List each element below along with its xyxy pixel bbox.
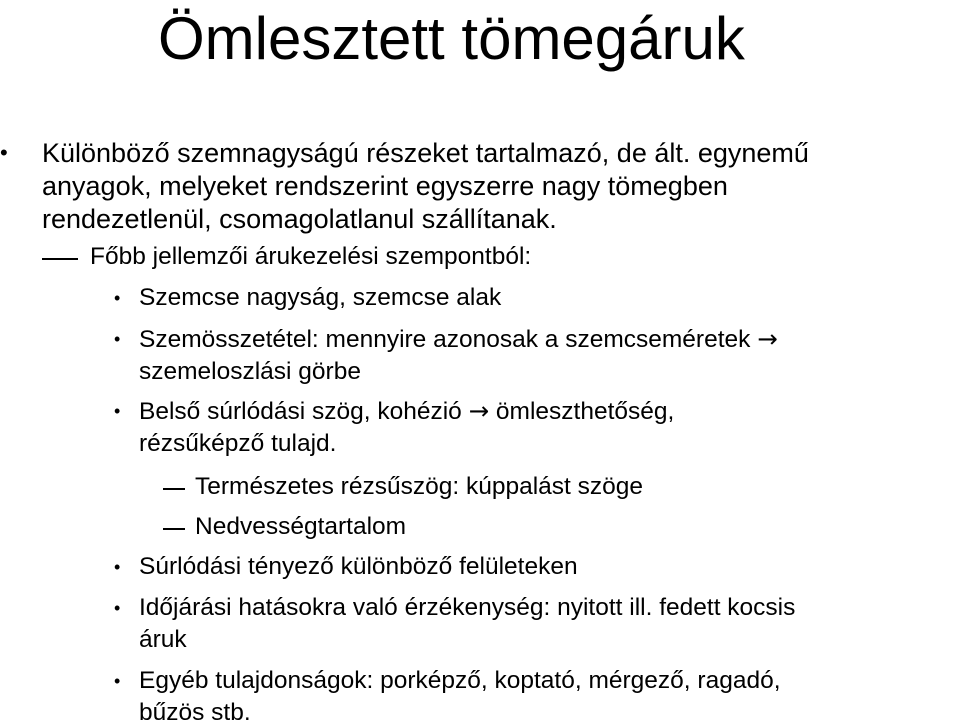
item-friction-text: Belső súrlódási szög, kohézió [139,398,462,425]
item-other: Egyéb tulajdonságok: porképző, koptató, mérgező, ragadó, [139,667,781,694]
item-composition [139,324,778,355]
sub-item-slope: Természetes rézsűszög: kúppalást szöge [195,473,644,500]
intro-line-2: anyagok, melyeket rendszerint egyszerre nagy tömegben [42,171,728,201]
item-other-cont: bűzös stb. [139,699,251,726]
arrow-right-icon: → [757,324,778,353]
intro-line-3: rendezetlenül, csomagolatlanul szállítanak. [42,204,557,234]
dash-icon [42,258,78,260]
bullet-icon: • [114,671,121,691]
arrow-right-icon: → [468,396,490,425]
item-friction-result: ömleszthetőség, [495,398,675,425]
main-heading: Főbb jellemzői árukezelési szempontból: [90,243,532,270]
bullet-icon: • [0,140,8,165]
dash-icon [163,528,185,530]
bullet-icon: • [114,401,121,421]
sub-item-moisture: Nedvességtartalom [195,513,407,540]
item-weather-cont: áruk [139,626,187,653]
bullet-icon: • [114,557,121,577]
bullet-icon: • [114,598,121,618]
bullet-icon: • [114,288,121,308]
item-friction [139,396,674,427]
dash-icon [163,488,185,490]
intro-line-1: Különböző szemnagyságú részeket tartalmazó, de ált. egynemű [42,138,809,168]
item-friction-cont: rézsűképző tulajd. [139,430,337,457]
item-weather: Időjárási hatásokra való érzékenység: nyitott ill. fedett kocsis [139,594,796,621]
item-grain: Szemcse nagyság, szemcse alak [139,284,502,311]
item-composition-text: Szemösszetétel: mennyire azonosak a szemcseméretek [139,326,751,353]
item-composition-cont: szemeloszlási görbe [139,358,361,385]
slide-title: Ömlesztett tömegáruk [158,5,745,72]
bullet-icon: • [114,329,121,349]
item-surface-friction: Súrlódási tényező különböző felületeken [139,553,578,580]
